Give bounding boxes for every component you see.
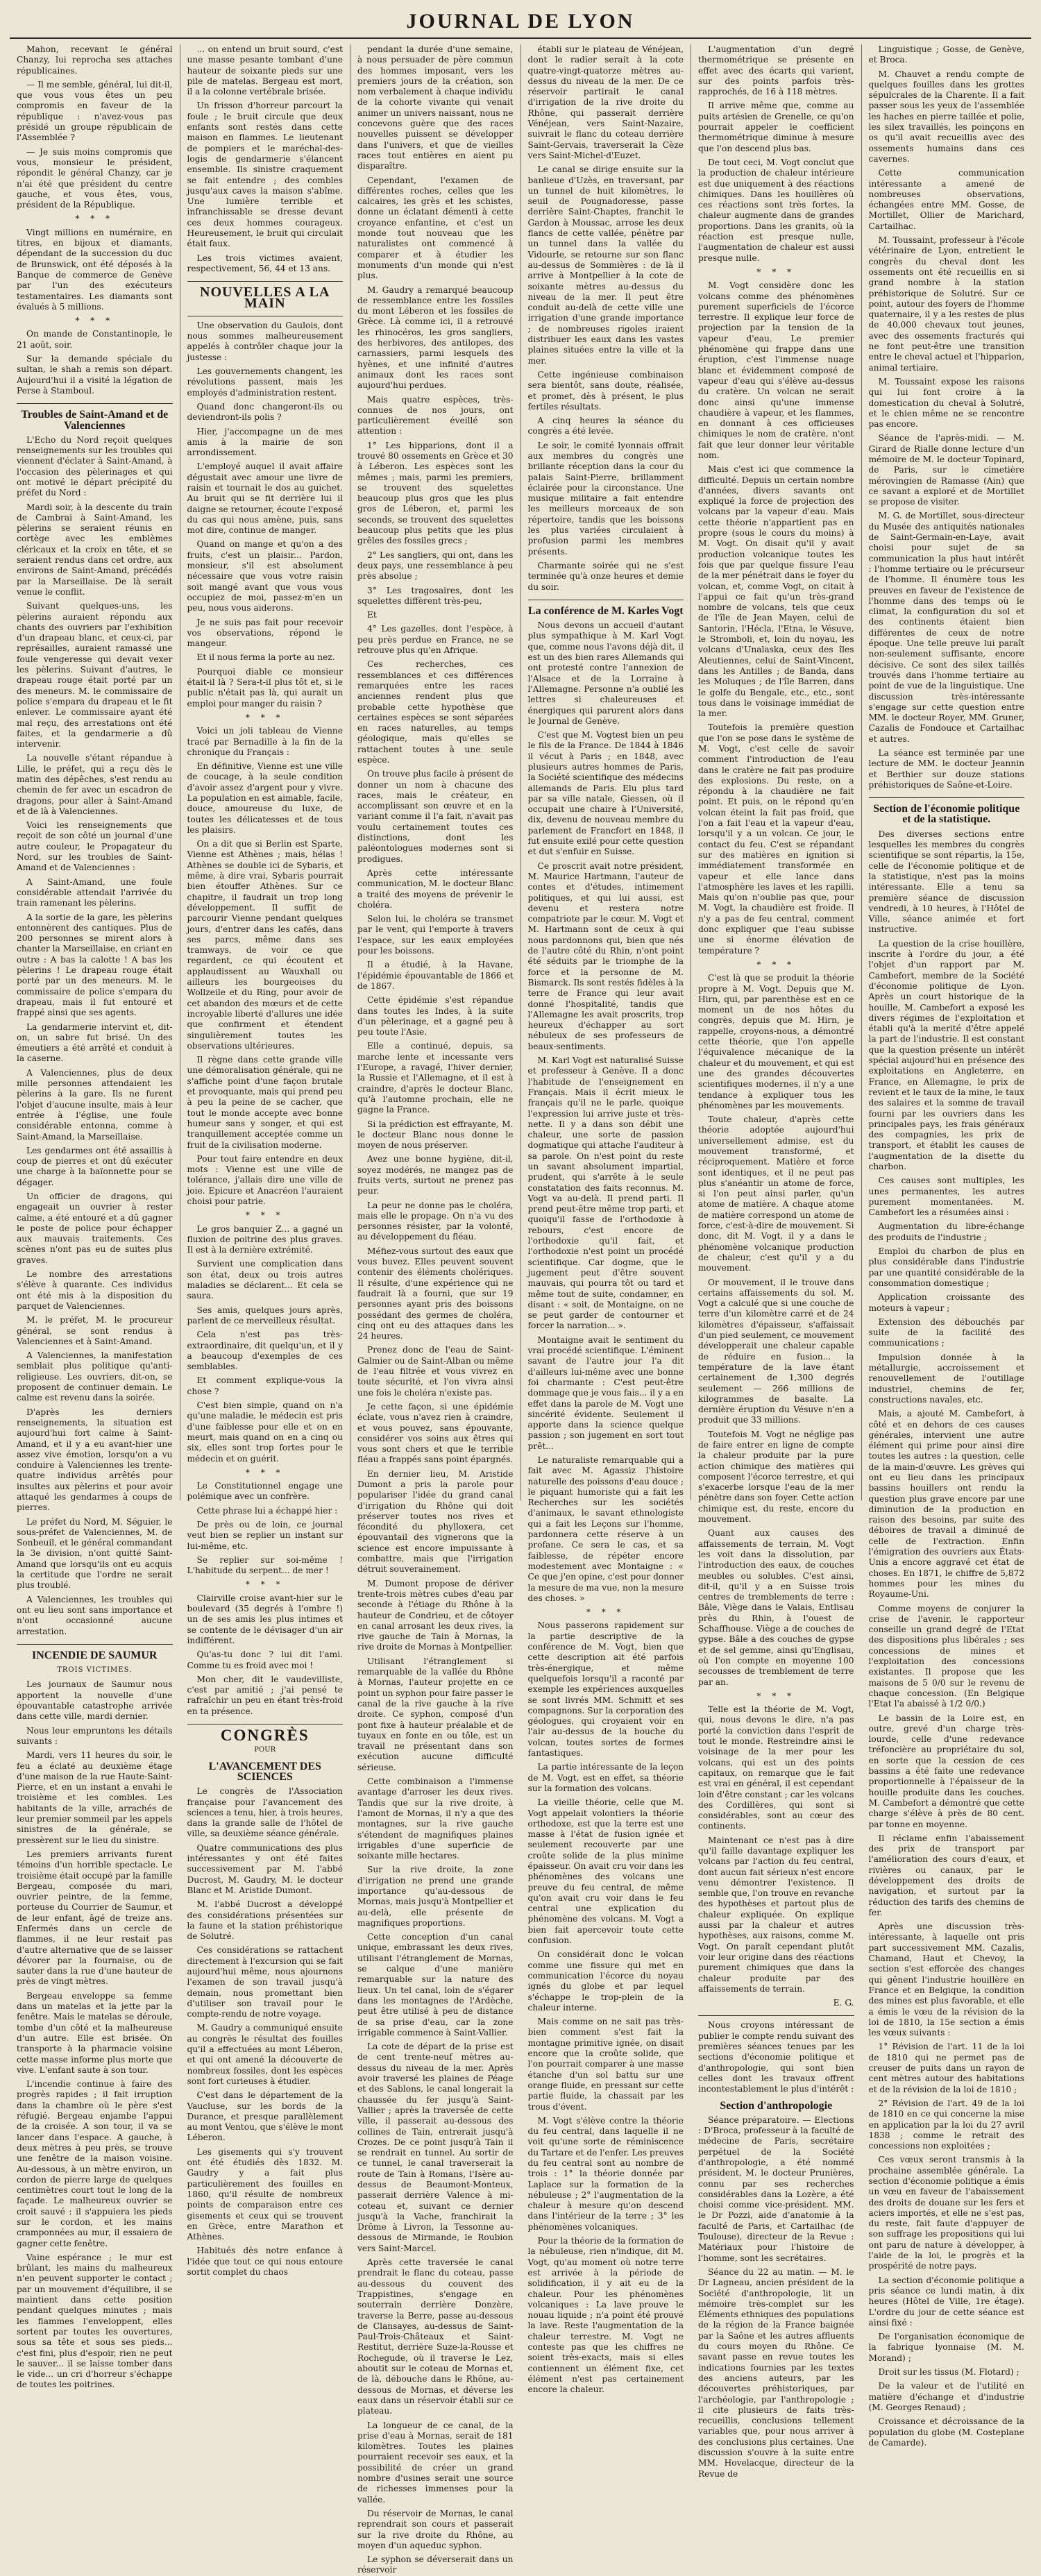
section-rule bbox=[187, 281, 344, 282]
article-paragraph: A Saint-Amand, une foule considérable attendait l'arrivée du train ramenant les pèlerins. bbox=[17, 876, 173, 908]
masthead-title: JOURNAL DE LYON bbox=[10, 6, 1031, 39]
article-paragraph: Le naturaliste remarquable qui a fait avec M. Agassiz l'histoire naturelle des poissons d'eau douce ; le piquant humoriste qui a fait les Recherches sur les sociétés d'animaux, le savant ethnologiste qui a fait les Leçons sur l'homme, pardonnera cette réserve à un profane. Ce sera le cas, et sa faiblesse, de répéter encore modestement avec Montaigne : « Ce que j'en opine, c'est pour donner la mesure de ma vue, non la mesure des choses. » bbox=[527, 1455, 684, 1603]
article-paragraph: En dernier lieu, M. Aristide Dumont a pris la parole pour populariser l'idée du grand canal d'irrigation du Rhône qui doit préserver toutes nos rives et fécondité du phylloxera, cet épouvantail des vignerons que la science est encore impuissante à combattre, mais que l'irrigation détruit souverainement. bbox=[357, 1468, 514, 1575]
article-paragraph: Prenez donc de l'eau de Saint-Galmier ou de Saint-Alban ou même de l'eau filtrée et vous vivrez en toute sécurité, et l'on vivra ainsi une fois le choléra n'existe pas. bbox=[357, 1345, 514, 1398]
article-paragraph: L'augmentation d'un degré thermométrique se présente en effet avec des écarts qui varient, sur des points parfois très-rapprochés, de 16 à 118 mètres. bbox=[698, 44, 854, 97]
section-subheading: POUR bbox=[254, 1746, 276, 1754]
article-paragraph: Ce proscrit avait notre président, M. Maurice Hartmann, l'auteur de contes et d'études, intimement politiques, et qui lui aussi, est devenu et restera notre compatriote par le cœur. M. Vogt et M. Hartmann sont de ceux à qui nous pardonnons qui, bien que nés de l'autre côté du Rhin, n'ont point été séduits par le triomphe de la force et la personne de M. Bismarck. Ils sont restés fidèles à la terre de France qui leur avait donné l'hospitalité, tandis que l'Allemagne les avait proscrits, trop heureux d'échapper au sort nébuleux de ses professeurs de beaux-sentiments. bbox=[527, 861, 684, 1051]
article-paragraph: Qu'as-tu donc ? lui dit l'ami. Comme tu es froid avec moi ! bbox=[187, 1650, 343, 1670]
article-paragraph: Les gouvernements changent, les révolutions passent, mais les employés d'administration restent. bbox=[187, 366, 343, 398]
article-paragraph: Cela n'est pas très-extraordinaire, dit quelqu'un, et il y a beaucoup d'exemples de ces semblables. bbox=[187, 1330, 343, 1372]
article-paragraph: Linguistique ; Gosse, de Genève, et Broca. bbox=[868, 44, 1024, 65]
article-paragraph: M. Karl Vogt est naturalisé Suisse et professeur à Genève. Il a donc l'habitude de l'enseignement en Français. Mais il écrit mieux le français qu'il ne le parle, quoique l'expression lui arrive juste et très-nette. Il y a dans son débit une chaleur, une sorte de passion dogmatique qui attache l'auditeur à sa parole. On n'est point du reste un savant absolument impartial, prudent, qui s'arrête à le seule constatation des faits reconnus. M. Vogt va au-delà. Il prend parti. Il prend peut-être même trop parti, et quoiqu'il fasse de l'orthodoxie à rebours, c'est encore de l'orthodoxie qu'il fait, et l'orthodoxie n'est point un procédé scientifique. Car dogme, que le jugement peut d'être souvent mauvais, qui pourra tôt ou tard et même tout de suite, condamner, en disant : « soit, de Montaigne, on ne se peut garder de contourner et forcer la narration... ». bbox=[527, 1056, 684, 1331]
article-paragraph: Les trois victimes avaient, respectivement, 56, 44 et 13 ans. bbox=[187, 253, 343, 273]
article-paragraph: Emploi du charbon de plus en plus considérable dans l'industrie par une quantité considérable de la consommation domestique ; bbox=[868, 1246, 1024, 1288]
article-paragraph: Séance du 22 au matin. — M. le Dr Lagneau, ancien président de la Société d'anthropologie, lit un mémoire très-complet sur les Éléments ethniques des populations de la région de la France baignée par la Saône et les autres affluents du cours moyen du Rhône. Ce savant passe en revue toutes les indications fournies par les textes des anciens auteurs, par les découvertes préhistoriques, par l'archéologie, par l'anthropologie ; il cite plusieurs de faits très-recueillis, conclusions tellement variables que, pour nous arriver à des conclusions plus certaines. Une discussion s'ouvre à la suite entre MM. Hovelacque, directeur de la Revue de bbox=[698, 2266, 854, 2479]
article-paragraph: L'Echo du Nord reçoit quelques renseignements sur les troubles qui viennent d'éclater à Saint-Amand, à l'occasion des pèlerinages et qui ont motivé le départ précipité du préfet du Nord : bbox=[17, 434, 173, 498]
column-4 bbox=[521, 44, 692, 2395]
article-paragraph: La longueur de ce canal, de la prise d'eau à Mornas, serait de 181 kilomètres. Toutes les plaines pourraient recevoir ses eaux, et la possibilité de créer un grand nombre d'usines serait une source de richesses immenses pour la vallée. bbox=[357, 2420, 514, 2505]
article-paragraph: Le soir, le comité lyonnais offrait aux membres du congrès une brillante réception dans la cour du palais Saint-Pierre, brillamment éclairée pour la circonstance. Une musique militaire a fait entendre les meilleurs morceaux de son répertoire, tandis que les boissons les plus variées circulaient à profusion parmi les membres présents. bbox=[527, 440, 684, 557]
article-paragraph: La cote de départ de la prise est de cent trente-neuf mètres au-dessus du niveau de la mer. Après avoir traversé les plaines de Péage et des Sablons, le canal longerait la chaussée du fer jusqu'à Saint-Vallier ; après la traversée de cette ville, il passerait au-dessous des collines de Tain, entrerait jusqu'à Crozes. De ce point jusqu'à Tain il se rendrait en tunnel. Au sortir de ce tunnel, le canal traverserait la route de Tain à Romans, l'Isère au-dessus de Beaumont-Monteux, passerait derrière Valence à mi-coteau et, suivant ce dernier jusqu'à la Vache, franchirait la Drôme à Livron, la Tessonne au-dessous de Mirmande, le Roubion vers Saint-Marcel. bbox=[357, 2042, 514, 2253]
column-6 bbox=[862, 44, 1032, 2448]
article-paragraph: Quatre communications des plus intéressantes y ont été faites successivement par M. l'abbé Ducrost, M. Gaudry, M. le docteur Blanc et M. Aristide Dumont. bbox=[187, 1842, 343, 1895]
article-paragraph: Habitués dès notre enfance à l'idée que tout ce qui nous entoure sortit complet du chaos bbox=[187, 2246, 343, 2277]
article-paragraph: Mais c'est ici que commence la difficulté. Depuis un certain nombre d'années, divers savants ont expliqué la force de projection des volcans par la vapeur d'eau. Mais cette théorie n'appartient pas en propre (sous le cours du moins) à M. Vogt. On disait qu'il y avait production volcanique toutes les fois que par quelque fissure l'eau de la mer pénétrait dans le foyer du volcan, et, comme Vogt, on citait à l'appui ce fait qu'un très-grand nombre de volcans, tels que ceux de l'île de Jean Mayen, celui de Santorin, l'Hécla, l'Etna, le Vésuve, le Stromboli, et, loin du noyau, les volcans d'Unalaska, ceux des îles Aleutiennes, celui de Saint-Vincent, dans les Antilles ; de Banda, dans les Moluques ; de l'île Barren, dans le golfe du Bengale, etc., etc., sont tous dans le voisinage immédiat de la mer. bbox=[698, 464, 854, 719]
article-paragraph: C'est là que se produit la théorie propre à M. Vogt. Depuis que M. Hirn, qui, par parenthèse est en ce moment un de nos hôtes du congrès, depuis que M. Hirn, je rappelle, croyons-nous, a démontré cette théorie, que l'on appelle l'équivalence mécanique de la chaleur et du mouvement, et qui est une des grandes découvertes scientifiques modernes, il n'y a une tendance à expliquer tous les phénomènes par les mouvements. bbox=[698, 973, 854, 1110]
article-paragraph: Le syphon se déverserait dans un réservoir bbox=[357, 2554, 514, 2575]
article-paragraph: Le gros banquier Z... a gagné un fluxion de poitrine des plus graves. Il est à la dernière extrémité. bbox=[187, 1223, 343, 1255]
article-paragraph: Le Constitutionnel engage une polémique avec un confrère. bbox=[187, 1481, 343, 1502]
article-paragraph: Du réservoir de Mornas, le canal reprendrait son cours et passerait sur la rive droite du Rhône, au moyen d'un aqueduc syphon. bbox=[357, 2508, 514, 2550]
article-paragraph: Mardi soir, à la descente du train de Cambrai à Saint-Amand, les pèlerins se seraient réunis en cortège avec les emblèmes cléricaux et la croix en tête, et se seraient rendus dans cet ordre, aux environs de Saint-Amand, précédés par la Marseillaise. De là serait venue le conflit. bbox=[17, 502, 173, 597]
article-paragraph: Vingt millions en numéraire, en titres, en bijoux et diamants, dépendant de la succession du duc de Brunswick, ont été déposés à la Banque de commerce de Genève par l'un des exécuteurs testamentaires. Les diamants sont évalués à 5 millions. bbox=[17, 227, 173, 312]
article-paragraph: Une observation du Gaulois, dont nous sommes malheureusement appelés à contrôler chaque jour la justesse : bbox=[187, 320, 343, 362]
article-paragraph: Et bbox=[367, 610, 377, 620]
article-paragraph: Toutefois la première question que l'on se pose dans le système de M. Vogt, c'est celle de savoir comment l'introduction de l'eau dans le cratère ne fait pas produire des explosions. Du reste, on a répondu à la chaudière ne fait point. Et puis, on le répond qu'en volcan éteint la fait pas froid, que l'on a fait l'eau et la vapeur d'eau, lorsqu'il y a un volcan. Ce jour, le contact du feu. C'est se répandant sur des matières en ignition si immédiatement transformée en vapeur et elle lance dans l'atmosphère les laves et les rapilli. Mais qu'on n'oublie pas que, pour M. Vogt, la chaudière est froide. Il n'y a pas de feu central, comment donc expliquer que l'eau subisse une si énorme élévation de température ? bbox=[698, 722, 854, 956]
article-paragraph: Se replier sur soi-même ! L'habitude du serpent... de mer ! bbox=[187, 1554, 343, 1576]
article-paragraph: Les gisements qui s'y trouvent ont été étudiés dès 1832. M. Gaudry y a fait plus particulièrement des fouilles en 1860, qu'il résulte de nombreux points de comparaison entre ces gisements et ceux qui se trouvent en Grèce, entre Marathon et Athènes. bbox=[187, 2146, 343, 2242]
article-paragraph: L'employé auquel il avait affaire dégustait avec amour une livre de raisin et tournait le dos au guichet. Au bruit qui se fit derrière lui il daigne se retourner, écoute l'exposé du cas qui nous amène, puis, sans mot dire, continue de manger. bbox=[187, 461, 343, 536]
article-paragraph: Les gendarmes ont été assaillis à coup de pierres et ont dû exécuter une charge à la baïonnette pour se dégager. bbox=[17, 1145, 173, 1187]
article-paragraph: Cette épidémie s'est répandue dans toutes les Indes, à la suite d'un pèlerinage, et a gagné peu à peu toute l'Asie. bbox=[357, 995, 514, 1037]
article-paragraph: Extension des débouchés par suite de la facilité des communications ; bbox=[868, 1316, 1024, 1348]
asterism-separator: * * * bbox=[75, 316, 115, 326]
section-subheading: TROIS VICTIMES. bbox=[57, 1666, 133, 1675]
article-paragraph: La séance est terminée par une lecture de MM. le docteur Jeannin et Berthier sur douze stations préhistoriques de Saône-et-Loire. bbox=[868, 748, 1024, 790]
column-5 bbox=[691, 44, 862, 2479]
article-paragraph: La vieille théorie, celle que M. Vogt appelait volontiers la théorie orthodoxe, est que la terre est une masse à l'état de fusion ignée et seulement recouverte par une croûte solide de la plus minime épaisseur. On avait cru voir dans les phénomènes des volcans une preuve du feu central, de même qu'on avait cru voir dans le feu central une explication du phénomène des volcans. M. Vogt a bien fait apercevoir toute cette confusion. bbox=[527, 1797, 684, 1946]
section-heading: INCENDIE DE SAUMUR bbox=[32, 1649, 158, 1661]
article-paragraph: Séance préparatoire. — Elections : D'Broca, professeur à la faculté de médecine de Paris, secrétaire perpétuel de la Société d'anthropologie, a été nommé président, M. le docteur Prunières, connu par ses recherches considérables dans la Lozère, a été choisi comme vice-président. MM. le Dr Pozzi, aide d'anatomie à la faculté de Paris, et Cartailhac (de Toulouse), directeur de la Revue : Matériaux pour l'histoire de l'homme, sont les secrétaires. bbox=[698, 2115, 854, 2263]
article-paragraph: ... on entend un bruit sourd, c'est une masse pesante tombant d'une hauteur de soixante pieds sur une pile de matelas. Bergeau est mort, il a la colonne vertébrale brisée. bbox=[187, 44, 343, 97]
asterism-separator: * * * bbox=[245, 1579, 285, 1590]
article-paragraph: Elle a continué, depuis, sa marche lente et incessante vers l'Europe, a ravagé, l'hiver dernier, la Russie et l'Allemagne, et il est à craindre, d'après le docteur Blanc, qu'à l'automne prochain, elle ne gagne la France. bbox=[357, 1041, 514, 1115]
section-heading: L'AVANCEMENT DES SCIENCES bbox=[208, 1760, 321, 1783]
article-paragraph: Si la prédiction est effrayante, M. le docteur Blanc nous donne le moyen de nous préserver. bbox=[357, 1119, 514, 1151]
article-paragraph: Le canal se dirige ensuite sur la banlieue d'Uzès, en traversant, par un tunnel de huit kilomètres, le seuil de Pougnadoresse, passe derrière Saint-Chaptes, franchit le Gardon à Moussac, arrose les deux flancs de cette vallée, pénètre par un tunnel dans la vallée du Vidourle, se retourne sur son flanc au-dessus de Sommières : de là il arrive à Montpellier à la cote de soixante mètres au-dessus du niveau de la mer. Il peut être conduit au-delà de cette ville une irrigation d'une grande importance ; de nombreuses rigoles iraient distribuer les eaux dans les vastes plaines situées entre la ville et la mer. bbox=[527, 164, 684, 366]
article-paragraph: Il a étudié, à la Havane, l'épidémie épouvantable de 1866 et de 1867. bbox=[357, 960, 514, 991]
article-paragraph: — Je suis moins compromis que vous, monsieur le président, répondit le général Chanzy, car je n'ai été que président du centre gauche, et vous êtes, vous, président de la République. bbox=[17, 146, 173, 210]
article-paragraph: A Valenciennes, les troubles qui ont eu lieu sont sans importance et n'ont occasionné aucune arrestation. bbox=[17, 1594, 173, 1636]
article-paragraph: Survient une complication dans son état, deux ou trois autres maladies se déclarent... Et cela se saura. bbox=[187, 1259, 343, 1301]
article-paragraph: Voici un joli tableau de Vienne tracé par Bernadille à la fin de la chronique du Français : bbox=[187, 726, 343, 757]
article-paragraph: M. Gaudry a remarqué beaucoup de ressemblance entre les fossiles du mont Léberon et les fossiles de Grèce. Là comme ici, il a retrouvé les rhinocéros, les gros sangliers, des herbivores, des antilopes, des carnassiers, parmi lesquels des hyènes, et une infinité d'autres animaux dont les races sont aujourd'hui perdues. bbox=[357, 285, 514, 391]
article-paragraph: Avez une bonne hygiène, dit-il, soyez modérés, ne mangez pas de fruits verts, surtout ne prenez pas peur. bbox=[357, 1154, 514, 1196]
asterism-separator: * * * bbox=[756, 959, 796, 969]
article-paragraph: Sur la demande spéciale du sultan, le shah a remis son départ. Aujourd'hui il a visité la légation de Perse à Stamboul. bbox=[17, 354, 173, 396]
article-paragraph: La question de la crise houillère, inscrite à l'ordre du jour, a été l'objet d'un rapport par M. Cambefort, membre de la Société d'économie politique de Lyon. Après un court historique de la houille, M. Cambefort a exposé les divers régimes de l'exploitation et établi qu'à la merité d'être appelé la part de l'industrie. Il est constant que la question présente un intérêt spécial aujourd'hui en présence des exploitations en Angleterre, en France, en Allemagne, le prix de revient et le taux de la mine, le taux des salaires et la somme de travail fourni par les ouvriers dans les principales pays, les frais généraux des compagnies, les prix de transport, et établit les causes de l'augmentation de la disette du charbon. bbox=[868, 938, 1024, 1171]
article-paragraph: M. Vogt considère donc les volcans comme des phénomènes purement superficiels de l'écorce terrestre. Il explique leur force de projection par la tension de la vapeur d'eau. Le premier phénomène qui frappe dans une éruption, c'est l'immense nuage blanc et évidemment composé de vapeur d'eau qui s'élève au-dessus du cratère. Un volcan ne serait donc ainsi qu'une immense chaudière à vapeur, et les flammes, en donnant à ces officieuses chimiques le nom de cratère, n'ont fait que leur donner leur véritable nom. bbox=[698, 280, 854, 460]
article-paragraph: Or mouvement, il le trouve dans certains affaissements du sol. M. Vogt a calculé que si une couche de terre d'un kilomètre carré et de 24 kilomètres d'épaisseur, s'affaissait d'un pied seulement, ce mouvement développerait une chaleur capable de réduire en fusion... la température de la lave étant certainement de 1,300 degrés seulement — 266 millions de kilogrammes de basalte. La dernière éruption du Vésuve n'en a produit que 33 millions. bbox=[698, 1277, 854, 1425]
section-heading: CONGRÈS bbox=[220, 1727, 310, 1745]
article-paragraph: pendant la durée d'une semaine, à nous persuader de père commun des hommes imposant, vers les premiers jours de la création, son nom verbalement à chaque individu de la cohorte vivante qui venait animer un univers naissant, nous ne concevons guère que des races nouvelles puissent se développer dans l'univers, et que de vieilles races tout entières en aient pu disparaître. bbox=[357, 44, 514, 171]
article-paragraph: Et comment explique-vous la chose ? bbox=[187, 1375, 343, 1396]
asterism-separator: * * * bbox=[586, 1607, 625, 1618]
article-paragraph: Cette combinaison a l'immense avantage d'arroser les deux rives. Tandis que sur la rive droite, à l'amont de Mornas, il n'y a que des montagnes, sur la rive gauche s'étendent de magnifiques plaines irrigables d'une superficie de soixante mille hectares. bbox=[357, 1777, 514, 1861]
article-paragraph: Mais comme on ne sait pas très-bien comment s'est fait la montagne primitive ignée, on disait encore que la croûte solide, que l'on pourrait comparer à une masse étanche d'un sol battu sur une orange fluide, en pressant sur cette partie fluide, la chassait par les trous d'évent. bbox=[527, 2017, 684, 2112]
article-paragraph: Et il nous ferma la porte au nez. bbox=[196, 652, 335, 663]
article-paragraph: En définitive, Vienne est une ville de coucage, à la seule condition d'avoir assez d'argent pour y vivre. La population en est aimable, facile, douce, amoureuse du luxe, de toutes les délicatesses et de tous les plaisirs. bbox=[187, 761, 343, 835]
article-paragraph: M. G. de Mortillet, sous-directeur du Musée des antiquités nationales de Saint-Germain-en-Laye, avait choisi pour sujet de sa communication la plus haut intérêt : l'homme tertiaire ou le précurseur de l'homme. Il énumère tous les preuves en faveur de l'existence de l'homme dans des temps où le climat, la configuration du sol et des continents étaient bien différentes de ceux de notre époque. Une telle preuve lui paraît non-seulement suffisante, encore décisive. Ce sont des silex taillés trouvés dans l'homme tertiaire au point de vue de la linguistique. Une discussion très-intéressante s'engage sur cette question entre MM. le docteur Royer, MM. Gruner, Cazalis de Fondouce et Cartailhac et autres. bbox=[868, 511, 1024, 744]
article-paragraph: 1° Révision de l'art. 11 de la loi de 1810 qui ne permet pas de creuser de puits dans un rayon de cent mètres autour des habitations et de la révision de la loi de 1810 ; bbox=[868, 2042, 1024, 2094]
article-paragraph: Quand on mange et qu'on a des fruits, c'est un plaisir... Pardon, monsieur, s'il est absolument nécessaire que vous votre raisin soit mangé avant que vous vous occupiez de moi, passez-m'en un peu, nous vous aiderons. bbox=[187, 539, 343, 613]
article-paragraph: De l'organisation économique de la fabrique lyonnaise (M. M. Morand) ; bbox=[868, 2332, 1024, 2363]
article-paragraph: établi sur le plateau de Vénéjean, dont le radier serait à la cote quatre-vingt-quatorze mètres au-dessus du niveau de la mer. De ce réservoir partirait le canal d'irrigation de la rive droite du Rhône, qui passerait derrière Vénéjean, vers Saint-Nazaire, suivrait le flanc du coteau derrière Saint-Gervais, traverserait la Cèze vers Saint-Michel-d'Euzet. bbox=[527, 44, 684, 160]
columns bbox=[10, 44, 1031, 2575]
article-paragraph: Je cette façon, si une épidémie éclate, vous n'avez rien à craindre, et vous pouvez, sans épouvante, considérer vos soins aux êtres qui vous sont chers et que le terrible fléau a frappés sans point épargnés. bbox=[357, 1401, 514, 1465]
article-paragraph: M. l'abbé Ducrost a développé des considérations présentées sur la faune et la station préhistorique de Solutré. bbox=[187, 1899, 343, 1942]
article-paragraph: Le bassin de la Loire est, en outre, grevé d'un charge très-lourde, celle d'une redevance tréfoncière au propriétaire du sol, en sorte que la cession de ces bassins a été faite une redevance proportionnelle à l'épaisseur de la houille produite dans les couches. M. Cambefort a démontré que cette charge s'élève à près de 80 cent. par tonne en moyenne. bbox=[868, 1713, 1024, 1829]
article-paragraph: Quand donc changeront-ils ou deviendront-ils polis ? bbox=[187, 401, 343, 423]
article-paragraph: A cinq heures la séance du congrès a été levée. bbox=[527, 416, 684, 437]
article-paragraph: Utilisant l'étranglement si remarquable de la vallée du Rhône à Mornas, l'auteur projette en ce point un syphon pour faire passer le canal de la rive gauche à la rive droite. Ce syphon, composé d'un pont fixe à hauteur préalable et de tuyaux en fonte en ou tôle, est un travail ne présentant dans son exécution aucune difficulté sérieuse. bbox=[357, 1656, 514, 1772]
article-paragraph: L'incendie continue à faire des progrès rapides ; il fait irruption dans la chambre où le père s'est réfugié. Bergeau enjambe l'appui de la croisée. A son tour, il va se lancer dans l'espace. A gauche, à deux mètres à peu près, se trouve une fenêtre de la maison voisine. Au-dessous, à un mètre environ, un cordon de pierre large de quelques centimètres court tout le long de la façade. Le malheureux ouvrier se croit sauvé : il s'appuiera les pieds sur le cordon, et les mains cramponnées au mur, il essaiera de gagner cette fenêtre. bbox=[17, 2079, 173, 2248]
article-paragraph: Mardi, vers 11 heures du soir, le feu a éclaté au deuxième étage d'une maison de la rue Haute-Saint-Pierre, et en un instant a envahi le troisième et les combles. Les habitants de la ville, arrachés de leur premier sommeil par les appels sinistres de la générale, se pressèrent sur le lieu du sinistre. bbox=[17, 1750, 173, 1845]
article-paragraph: Toute chaleur, d'après cette théorie adoptée aujourd'hui universellement admise, est du mouvement transformé, et réciproquement. Matière et force sont identiques, et il ne peut pas plus s'anéantir un atome de force, si l'on peut ainsi parler, qu'un atome de matière. A chaque atome de matière correspond un atome de force, c'est-à-dire de mouvement. Si donc, dit M. Vogt, il y a dans le phénomène volcanique production de chaleur, c'est qu'il y a du mouvement. bbox=[698, 1115, 854, 1273]
article-paragraph: Nous passerons rapidement sur la partie descriptive de la conférence de M. Vogt, bien que cette description ait été parfois très-énergique, et même quelquefois lorsqu'il a raconté par exemple les expériences auxquelles se sont livrés MM. Schmitt et ses compagnons. Sur la corporation des géologues, qui croyaient voir en l'air au-dessus de la bouche du volcan, toutes sortes de formes fantastiques. bbox=[527, 1620, 684, 1759]
article-paragraph: Ces vœux seront transmis à la prochaine assemblée générale. La section d'économie politique a émis un vœu en faveur de l'abaissement des droits de douane sur les fers et aciers importés, et elle ne s'est pas, du reste, fait faute d'appuyer de son suffrage les propositions qui lui ont paru de nature à développer, à l'aide de la loi, le progrès et la prospérité de notre pays. bbox=[868, 2155, 1024, 2271]
article-paragraph: M. Toussaint expose les raisons qui lui font croire à la domestication du cheval à Solutré, et le chien même ne se rencontre pas encore. bbox=[868, 376, 1024, 430]
article-paragraph: Augmentation du libre-échange des produits de l'industrie ; bbox=[868, 1221, 1024, 1242]
column-3 bbox=[350, 44, 521, 2575]
section-heading: NOUVELLES A LA MAIN bbox=[200, 285, 330, 311]
article-paragraph: Ses amis, quelques jours après, parlent de ce merveilleux résultat. bbox=[187, 1305, 343, 1325]
section-rule bbox=[17, 1644, 173, 1645]
article-paragraph: Il règne dans cette grande ville une démoralisation générale, qui ne s'affiche point d'une façon brutale et provoquante, mais qui prend peu à peu la peine de se cacher, que tout le monde accepte avec bonne humeur sans y songer, et qui est tranquillement acceptée comme un fruit de la civilisation moderne. bbox=[187, 1055, 343, 1150]
article-paragraph: A la sortie de la gare, les pèlerins entonnèrent des cantiques. Plus de 200 personnes se mirent alors à chanter la Marseillaise, en criant en outre : A bas la calotte ! A bas les pèlerins ! Le drapeau rouge était porté par un des meneurs. M. le commissaire de police s'empara du drapeau, mais il fut entouré et frappé ainsi que ses agents. bbox=[17, 912, 173, 1018]
article-paragraph: La gendarmerie intervint et, dit-on, un sabre fut brisé. Un des émeutiers a été arrêté et conduit à la caserne. bbox=[17, 1022, 173, 1064]
article-paragraph: Je ne suis pas fait pour recevoir vos observations, répond le mangeur. bbox=[187, 617, 343, 649]
article-paragraph: Ces considérations se rattachent directement à l'excursion qui se fait aujourd'hui même, nous ajournons l'examen de son travail jusqu'à demain, nous promettant bien d'utiliser son travail pour le compte-rendu de notre voyage. bbox=[187, 1945, 343, 2019]
section-heading: Section d'anthropologie bbox=[720, 2099, 833, 2112]
article-paragraph: De tout ceci, M. Vogt conclut que la production de chaleur intérieure est due uniquement à des réactions chimiques. Dans les houillères où ces réactions sont très fortes, la chaleur augmente dans de grandes proportions. Dans les granits, où la réaction est presque nulle, l'augmentation de chaleur est aussi presque nulle. bbox=[698, 157, 854, 263]
article-paragraph: Cependant, l'examen de différentes roches, celles que les calcaires, les grès et les schistes, donne un éclatant démenti à cette croyance enfantine, et c'est un monde tout nouveau que les naturalistes ont commencé à comparer et à étudier les monuments d'un monde qui n'est plus. bbox=[357, 175, 514, 281]
article-paragraph: M. Vogt s'élève contre la théorie du feu central, dans laquelle il ne voit qu'une sorte de réminiscence du Tartare et de l'enfer. Les preuves du feu central sont au nombre de trois : 1° la théorie donnée par Laplace sur la formation de la nébuleuse ; 2° l'augmentation de la chaleur à mesure qu'on descend dans l'intérieur de la terre ; 3° les phénomènes volcaniques. bbox=[527, 2115, 684, 2232]
article-paragraph: Les premiers arrivants furent témoins d'un horrible spectacle. Le troisième était occupé par la famille Bergeau, composée du mari, ouvrier peintre, de la femme, porteuse du Courrier de Saumur, et de leur enfant, âgé de treize ans. Enfermés dans un cercle de flammes, il ne leur restait pas d'autre alternative que de se laisser dévorer par la fournaise, ou de sauter dans la rue d'une hauteur de près de vingt mètres. bbox=[17, 1849, 173, 1987]
article-paragraph: 3° Les tragosaires, dont les squelettes diffèrent très-peu, bbox=[357, 585, 514, 606]
article-paragraph: M. Toussaint, professeur à l'école vétérinaire de Lyon, entretient le congrès du cheval dont les ossements ont été recueillis en si grand nombre à la station préhistorique de Solutré. Sur ce point, autour des foyers de l'homme quaternaire, il y a les restes de plus de 40,000 chevaux tout jeunes, avec des ossements fracturés qui ne font peut-être une transition entre le cheval actuel et l'hipparion, animal tertiaire. bbox=[868, 235, 1024, 373]
article-paragraph: Le nombre des arrestations s'élève à quarante. Ces individus ont été mis à la disposition du parquet de Valenciennes. bbox=[17, 1269, 173, 1311]
article-paragraph: Quant aux causes des affaissements de terrain, M. Vogt les voit dans la dissolution, par l'introduction des eaux, de couches meubles ou solubles. C'est ainsi, dit-il, qu'il y a en Suisse trois centres de tremblements de terre : Bâle, Viège dans le Valais, Entlisau près du Rhin, à l'ouest de Schaffhouse. Viège a de couches de gypse. Bâle a des couches de gypse et de sel gemme, ainsi qu'Englisau, où l'on compte en moyenne 100 secousses de tremblement de terre par an. bbox=[698, 1528, 854, 1687]
asterism-separator: * * * bbox=[756, 1690, 796, 1701]
article-paragraph: La section d'économie politique a pris séance ce lundi matin, à dix heures (Hôtel de Ville, 1re étage). L'ordre du jour de cette séance est ainsi fixé : bbox=[868, 2275, 1024, 2328]
article-paragraph: A Valenciennes, la manifestation semblait plus politique qu'anti-religieuse. Les ouvriers, dit-on, se proposent de continuer demain. Le calme est revenu dans la soirée. bbox=[17, 1350, 173, 1403]
article-paragraph: De près ou de loin, ce journal veut bien se replier un instant sur lui-même, etc. bbox=[187, 1520, 343, 1551]
article-paragraph: Clairville croise avant-hier sur le boulevard (35 degrés à l'ombre !) un de ses amis les plus intimes et se contente de le dévisager d'un air indifférent. bbox=[187, 1593, 343, 1645]
section-heading: La conférence de M. Karles Vogt bbox=[527, 604, 684, 617]
section-rule bbox=[17, 403, 173, 404]
article-paragraph: Il réclame enfin l'abaissement des prix de transport par l'amélioration des cours d'eaux, et rivières ou canaux, par le développement des droits de navigation, et surtout par la réduction des tarifs des chemins de fer. bbox=[868, 1833, 1024, 1917]
article-paragraph: 2° Révision de l'art. 49 de la loi de 1810 en ce qui concerne la mise en application par la loi du 27 avril 1838 ; comme le retrait des concessions non exploitées ; bbox=[868, 2098, 1024, 2151]
article-paragraph: Cette communication intéressante a amené de nombreuses observations, échangées entre MM. Gosse, de Mortillet, Ollier de Marichard, Cartailhac. bbox=[868, 168, 1024, 231]
article-paragraph: Méfiez-vous surtout des eaux que vous buvez. Elles peuvent souvent contenir des éléments cholériques. Il résulte, d'une expérience qui ne faudrait là a fourni, que sur 19 personnes ayant pris des boissons possédant des germes de choléra, cinq ont eu des attaques dans les 24 heures. bbox=[357, 1246, 514, 1341]
article-paragraph: Sur la rive droite, la zone d'irrigation ne prend une grande importance qu'au-dessous de Mornas, mais jusqu'à Montpellier et au-delà, elle présente de magnifiques proportions. bbox=[357, 1865, 514, 1928]
article-paragraph: Après une discussion très-intéressante, à laquelle ont pris part successivement MM. Cazalis, Chamand, Haut et Chevoy, la section s'est efforcée des changes qui gênent l'industrie houillère en France et en Belgique, la condition des mines est plus favorable, et elle a émis le vœu de la révision de la loi de 1810, la 15e section a émis les vœux suivants : bbox=[868, 1922, 1024, 2038]
article-paragraph: La nouvelle s'étant répandue à Lille, le préfet, qui a reçu dès le matin des dépêches, s'est rendu au chemin de fer avec un escadron de dragons, pour aller à Saint-Amand et de là à Valenciennes. bbox=[17, 753, 173, 816]
article-paragraph: La peur ne donne pas le choléra, mais elle le propage. On n'a vu des personnes résister, par la volonté, au développement du fléau. bbox=[357, 1200, 514, 1242]
article-paragraph: C'est bien simple, quand on n'a qu'une maladie, le médecin est pris d'une faiblesse pour elle et on en meurt, mais quand on en a cinq ou six, elles sont trop fortes pour le médecin et on guérit. bbox=[187, 1400, 343, 1464]
section-rule bbox=[698, 2015, 854, 2016]
section-rule bbox=[187, 1724, 344, 1725]
article-paragraph: Après cette traversée le canal prendrait le flanc du coteau, passe au-dessous du couvent des Trappistines, s'engage en souterrain derrière Donzère, traverse la Berre, passe au-dessous de Clansayes, au-dessus de Saint-Paul-Trois-Châteaux et Saint-Restitut, derrière Suze-la-Rousse et Rochegude, où il traverse le Lez, aboutit sur le coteau de Mornas et, de là, débouche dans le Rhône, au-dessous de Mornas, et déverse les eaux dans un réservoir établi sur ce plateau. bbox=[357, 2257, 514, 2416]
article-paragraph: Voici les renseignements que reçoit de son côté un journal d'une autre couleur, le Propagateur du Nord, sur les troubles de Saint-Amand et de Valenciennes : bbox=[17, 820, 173, 873]
article-paragraph: Des diverses sections entre lesquelles les membres du congrès scientifique se sont répartis, la 15e, celle de l'économie politique et de la statistique, n'est pas la moins intéressante. Elle a tenu sa première séance de discussion vendredi, à 10 heures, à l'Hôtel de Ville, séance animée et fort instructive. bbox=[868, 829, 1024, 935]
article-paragraph: Montaigne avait le sentiment du vrai procédé scientifique. L'éminent savant de l'autre jour l'a dit d'ailleurs lui-même avec une bonne foi charmante : C'est peut-être dommage que je vous fais... il y a en effet dans la parole de M. Vogt une sincérité évidente. Seulement il apporte dans la science quelque passion ; son jugement en sort tout prêt... bbox=[527, 1334, 684, 1451]
article-paragraph: C'est dans le département de la Vaucluse, sur les bords de la Durance, et presque parallèlement au mont Ventou, que s'élève le mont Léberon. bbox=[187, 2090, 343, 2143]
article-paragraph: Bergeau enveloppe sa femme dans un matelas et la jette par la fenêtre. Mais le matelas se déroule, tombe d'un côté et la malheureuse d'un autre. Elle est brisée. On transporte à la pharmacie voisine cette masse informe plus morte que vive. L'enfant saute à son tour. bbox=[17, 1990, 173, 2075]
article-paragraph: Nous leur empruntons les détails suivants : bbox=[17, 1725, 173, 1746]
article-paragraph: Nous devons un accueil d'autant plus sympathique à M. Karl Vogt que, comme nous l'avons déjà dit, il est un des bien rares Allemands qui ont protesté contre l'annexion de l'Alsace et de la Lorraine à l'Allemagne. Personne n'a oublié les lettres si chaleureuses et énergiques qui parurent alors dans le Journal de Genève. bbox=[527, 620, 684, 726]
article-paragraph: On mande de Constantinople, le 21 août, soir. bbox=[17, 329, 173, 350]
article-paragraph: Mais, a ajouté M. Cambefort, à côté et en dehors de ces causes générales, intervient une autre élément qui prime pour ainsi dire toutes les autres : la question, celle de la main-d'œuvre. Les grèves qui ont eu lieu dans les principaux bassins houillers ont rendu la question plus grave encore par une diminution de la production en raison des besoins, par suite des déboires de travail a diminué de celle de l'extraction. Enfin l'émigration des ouvriers aux États-Unis a encore aggravé cet état de choses. En 1871, le chiffre de 5,872 hommes pour les mines du Royaume-Uni. bbox=[868, 1409, 1024, 1600]
article-paragraph: C'est que M. Vogtest bien un peu le fils de la France. De 1844 à 1846 il vécut à Paris ; en 1848, avec plusieurs autres hommes de Paris, la Société scientifique des médecins allemands de Paris. Elu plus tard par sa ville natale, Giessen, où il occupait une chaire à l'Université, dix, devenu de nouveau membre du parlement de Francfort en 1848, il fut ensuite exilé pour cette question et dut s'enfuir en Suisse. bbox=[527, 730, 684, 857]
asterism-separator: * * * bbox=[245, 1467, 285, 1477]
article-paragraph: Le congrès de l'Association française pour l'avancement des sciences a tenu, hier, à trois heures, dans la grande salle de l'hôtel de ville, sa deuxième séance générale. bbox=[187, 1786, 343, 1839]
article-paragraph: Séance de l'après-midi. — M. Girard de Rialle donne lecture d'un mémoire de M. le docteur Topinard, de Paris, sur le cimetière mérovingien de Ramasse (Ain) que ce savant a exploré et de Mortillet se propose de visiter. bbox=[868, 433, 1024, 507]
article-paragraph: D'après les derniers renseignements, la situation est aujourd'hui fort calme à Saint-Amand, et il y a eu avant-hier une assez vive émotion, lorsqu'on a vu conduire à Valenciennes les trente-quatre individus arrêtés pour insultes aux pèlerins et pour avoir attaqué les gendarmes à coups de pierres. bbox=[17, 1407, 173, 1513]
article-paragraph: Cette conception d'un canal unique, embrassant les deux rives, utilisant l'étranglement de Mornas, se calque d'une manière remarquable sur la nature des lieux. Un tel canal, loin de s'égarer dans les montagnes de l'Ardèche, peut être utilisé à peu de distance de sa prise d'eau, car la zone irrigable commence à Saint-Vallier. bbox=[357, 1932, 514, 2037]
article-paragraph: Selon lui, le choléra se transmet par le vent, qui l'emporte à travers l'espace, sur les eaux employées pour les boissons. bbox=[357, 914, 514, 956]
article-paragraph: Mahon, recevant le général Chanzy, lui reprocha ses attaches républicaines. bbox=[17, 44, 173, 76]
article-paragraph: 4° Les gazelles, dont l'espèce, à peu près perdue en France, ne se retrouve plus qu'en Afrique. bbox=[357, 624, 514, 656]
article-paragraph: Croissance et décroissance de la population du globe (M. Costeplane de Camarde). bbox=[868, 2416, 1024, 2448]
article-paragraph: Pour la théorie de la formation de la nébuleuse, rien n'indique, dit M. Vogt, qu'au moment où notre terre est arrivée à la période de solidification, il y ait eu de la chaleur. Pour les phénomènes volcaniques : La lave prouve le nouau liquide ; n'a point été prouvé la lave. Reste l'augmentation de la chaleur terrestre. M. Vogt ne conteste pas que les chiffres ne soient très-exacts, mais si elles contiennent un élément fixe, cet élément n'est pas certainement encore la chaleur. bbox=[527, 2236, 684, 2395]
article-paragraph: Pour tout faire entendre en deux mots : Vienne est une ville de tolérance, j'allais dire une ville de joie. Epicure et Anacréon l'auraient choisi pour patrie. bbox=[187, 1153, 343, 1206]
asterism-separator: * * * bbox=[245, 1210, 285, 1221]
article-paragraph: Suivant quelques-uns, les pèlerins auraient répondu aux chants des ouvriers par l'exhibition d'un drapeau blanc, et ceux-ci, par représailles, auraient ramassé une foule vengeresse qui devait vexer les pèlerins. Suivant d'autres, le drapeau rouge était porté par un des meneurs. M. le commissaire de police s'empara du drapeau et le fit enlever. Le commissaire ayant été mal reçu, des arrestations ont été faites, et la gendarmerie a dû intervenir. bbox=[17, 601, 173, 749]
article-paragraph: M. Chauvet a rendu compte de quelques fouilles dans les grottes sépulcrales de la Charente. Il a fait passer sous les yeux de l'assemblée les haches en pierre taillée et polie, les silex travaillés, les poinçons en os qu'il avait recueillis avec des ossements humains dans ces cavernes. bbox=[868, 69, 1024, 164]
article-paragraph: Il arrive même que, comme au puits artésien de Grenelle, ce qu'on pourrait appeler le coefficient thermométrique diminue à mesure que l'on descend plus bas. bbox=[698, 101, 854, 153]
article-paragraph: Un officier de dragons, qui engageait un ouvrier à rester calme, a été entouré et a dû gagner le poste de police pour échapper aux mauvais traitements. Ces scènes n'ont pas eu de suites plus graves. bbox=[17, 1191, 173, 1265]
article-paragraph: Le préfet du Nord, M. Séguier, le sous-préfet de Valenciennes, M. de Sonbeuil, et le général commandant la 3e division, n'ont quitté Saint-Amand que lorsqu'ils ont eu acquis la certitude que l'ordre ne serait plus troublé. bbox=[17, 1516, 173, 1591]
article-paragraph: Les journaux de Saumur nous apportent la nouvelle d'une épouvantable catastrophe arrivée dans cette ville, mardi dernier. bbox=[17, 1679, 173, 1722]
article-paragraph: Mais quatre espèces, très-connues de nos jours, ont particulièrement éveillé son attention : bbox=[357, 394, 514, 437]
article-paragraph: A Valenciennes, plus de deux mille personnes attendaient les pèlerins à la gare. Ils ne furent l'objet d'aucune insulte, mais à leur entrée à l'église, une foule considérable entonna, comme à Saint-Amand, la Marseillaise. bbox=[17, 1067, 173, 1142]
article-paragraph: M. Dumont propose de dériver trente-trois mètres cubes d'eau par seconde à l'étiage du Rhône à la hauteur de Condrieu, et de côtoyer en canal arrosant les deux rives, la rive gauche de Tain à Mornas, la rive droite de Mornas à Montpellier. bbox=[357, 1578, 514, 1652]
article-paragraph: Charmante soirée qui ne s'est terminée qu'à onze heures et demie du soir. bbox=[527, 560, 684, 592]
article-paragraph: Toutefois M. Vogt ne néglige pas de faire entrer en ligne de compte la chaleur produite par la pure action chimique des matières qui composent l'écorce terrestre, et qui s'exacerbe lorsque l'eau de la mer pénètre dans son foyer. Cette action chimique est, du reste, encore du mouvement. bbox=[698, 1429, 854, 1525]
article-paragraph: Impulsion donnée à la métallurgie, accroissement et renouvellement de l'outillage industriel, chemins de fer, constructions navales, etc. bbox=[868, 1352, 1024, 1405]
column-1 bbox=[10, 44, 180, 2390]
article-paragraph: Application croissante des moteurs à vapeur ; bbox=[868, 1292, 1024, 1313]
article-paragraph: Pourquoi diable ce monsieur était-il là ? Sera-t-il plus tôt et, si le public n'était pas là, qui aurait un emploi pour manger du raisin ? bbox=[187, 666, 343, 709]
article-paragraph: On trouve plus facile à présent de donner un nom à chacune des races, mais le créateur, en accomplissant son œuvre et en la variant comme il l'a fait, n'avait pas voulu certainement toutes ces distinctions, dont les paléontologues modernes sont si prodigues. bbox=[357, 769, 514, 864]
article-paragraph: Comme moyens de conjurer la crise de l'avenir, le rapporteur conseille un grand degré de l'Etat des dispositions plus libérales ; ses concessions de mines et l'exploitation des concessions existantes. Il propose que les maisons de 5 0/0 sur le revenu de chaque concession. (En Belgique l'Etat l'a abaissé à 1/2 0/0.) bbox=[868, 1603, 1024, 1709]
section-heading: Troubles de Saint-Amand et de Valenciennes bbox=[21, 409, 169, 432]
article-paragraph: Maintenant ce n'est pas à dire qu'il faille davantage expliquer les volcans par l'action du feu central, dont aucun fait sérieux n'est encore venu démontrer l'existence. Il semble que, l'on trouve en revanche des hypothèses et partout plus de chaleur expliquée. On explique aussi par la chaleur et autres hypothèses, aux raisons, comme M. Vogt. On paraît cependant plutôt voir leur origine dans des réactions purement chimiques que dans la chaleur produite par des affaissements de terrain. bbox=[698, 1835, 854, 1994]
article-paragraph: Un frisson d'horreur parcourt la foule ; le bruit circule que deux enfants sont restés dans cette maison en flammes. Le lieutenant de pompiers et le maréchal-des-logis de gendarmerie s'élancent ensemble. Ils sinistre craquement se fait entendre ; des combles jusqu'aux caves la maison s'abîme. Une lumière terrible et infranchissable se dresse devant ces deux hommes courageux. Heureusement, le bruit qui circulait était faux. bbox=[187, 101, 343, 249]
article-paragraph: Nous croyons intéressant de publier le compte rendu suivant des premières séances tenues par les sections d'économie politique et d'anthropologie, qui sont bien celles dont les travaux offrent incontestablement le plus d'intérêt : bbox=[698, 2020, 854, 2094]
asterism-separator: * * * bbox=[245, 712, 285, 722]
article-paragraph: Hier, j'accompagne un de mes amis à la mairie de son arrondissement. bbox=[187, 426, 343, 458]
article-paragraph: 1° Les hipparions, dont il a trouvé 80 ossements en Grèce et 30 à Léberon. Les espèces sont les mêmes ; mais, parmi les premiers, se trouvent des squelettes beaucoup plus gros que les plus gros de Léberon, et, parmi les seconds, se trouvent des squelettes beaucoup plus petits que les plus grêles des fossiles grecs ; bbox=[357, 440, 514, 546]
article-paragraph: Cette ingénieuse combinaison sera bientôt, sans doute, réalisée, et promet, dès à présent, le plus fertiles résultats. bbox=[527, 369, 684, 412]
article-paragraph: Cette phrase lui a échappé hier : bbox=[196, 1505, 338, 1516]
article-paragraph: Telle est la théorie de M. Vogt, qui, nous devons le dire, n'a pas porté la conviction dans l'esprit de tout le monde. Restreindre ainsi le voisinage de la mer pour les volcans, qui est un des points capitaux, on remarque que le fait est vrai en général, il est cependant loin d'être constant ; car les volcans des Cordillères, qui sont si considérables, sont au cœur des continents. bbox=[698, 1704, 854, 1831]
article-paragraph: Mon cher, dit le vaudevilliste, c'est par amitié ; j'ai pensé te rafraîchir un peu en étant très-froid en ta présence. bbox=[187, 1674, 343, 1716]
article-paragraph: — Il me semble, général, lui dit-il, que vous vous êtes un peu compromis en faveur de la république : n'avez-vous pas présidé un groupe républicain de l'Assemblée ? bbox=[17, 79, 173, 143]
asterism-separator: * * * bbox=[75, 214, 115, 224]
article-paragraph: De la valeur et de l'utilité en matière d'échange et d'industrie (M. Georges Renaud) ; bbox=[868, 2381, 1024, 2412]
author-signature: E. G. bbox=[833, 1998, 854, 2008]
article-paragraph: Ces causes sont multiples, les unes permanentes, les autres purement momentanées. M. Cambefort les a résumées ainsi : bbox=[868, 1176, 1024, 1218]
article-paragraph: Après cette intéressante communication, M. le docteur Blanc a traité des moyens de prévenir le choléra. bbox=[357, 867, 514, 910]
article-paragraph: La partie intéressante de la leçon de M. Vogt, est en effet, sa théorie sur la formation des volcans. bbox=[527, 1762, 684, 1793]
article-paragraph: M. Gaudry a communiqué ensuite au congrès le résultat des fouilles qu'il a effectuées au mont Léberon, et qui ont amené la découverte de nombreux fossiles, dont les espèces sont fort curieuses à étudier. bbox=[187, 2023, 343, 2086]
section-heading: Section de l'économie politique et de la statistique. bbox=[873, 803, 1020, 826]
column-2 bbox=[180, 44, 351, 2277]
section-rule bbox=[869, 797, 1025, 798]
article-paragraph: M. le préfet, M. le procureur général, se sont rendus à Valenciennes et à Saint-Amand. bbox=[17, 1315, 173, 1346]
asterism-separator: * * * bbox=[756, 266, 796, 277]
article-paragraph: 2° Les sangliers, qui ont, dans les deux pays, une ressemblance à peu près absolue ; bbox=[357, 550, 514, 582]
article-paragraph: Droit sur les tissus (M. Flotard) ; bbox=[878, 2367, 1019, 2378]
article-paragraph: Vaine espérance ; le mur est brûlant, les mains du malheureux n'en peuvent supporter le contact ; par un mouvement d'équilibre, il se maintient dans cette position pendant quelques minutes ; mais les flammes l'enveloppent, elles sortent par toutes les ouvertures, sous sa tête et sous ses pieds... c'est fini, plus d'espoir, rien ne peut le sauver... il se laisse tomber dans le vide... un cri d'horreur s'échappe de toutes les poitrines. bbox=[17, 2252, 173, 2390]
article-paragraph: Ces recherches, ces ressemblances et ces différences remarquées entre les races anciennes rendent plus que probable cette hypothèse que certaines espèces se sont séparées en races naturelles, au temps géologique, mais qu'elles se rattachent toutes à une seule espèce. bbox=[357, 659, 514, 765]
article-paragraph: On considérait donc le volcan comme une fissure qui met en communication l'écorce du noyau ignés du globe et par lequel s'échappe le trop-plein de la chaleur interne. bbox=[527, 1949, 684, 2012]
article-paragraph: On a dit que si Berlin est Sparte, Vienne est Athènes ; mais, hélas ! Athènes se double ici de Sybaris, et même, à dire vrai, Sybaris pourrait bien étouffer Athènes. Sur ce chapitre, il faudrait un trop long développement. Il suffit de parcourir Vienne pendant quelques jours, d'entrer dans les cafés, dans ses parcs, même dans ses tramways, de voir ce que regardent, ce qui écoutent et applaudissent au Wauxhall ou ailleurs les bourgeoises du Wollzeile et du Ring, pour avoir de cet abandon des mœurs et de cette incroyable liberté d'allures une idée que confirment et étendent singulièrement toutes les observations ultérieures. bbox=[187, 839, 343, 1051]
